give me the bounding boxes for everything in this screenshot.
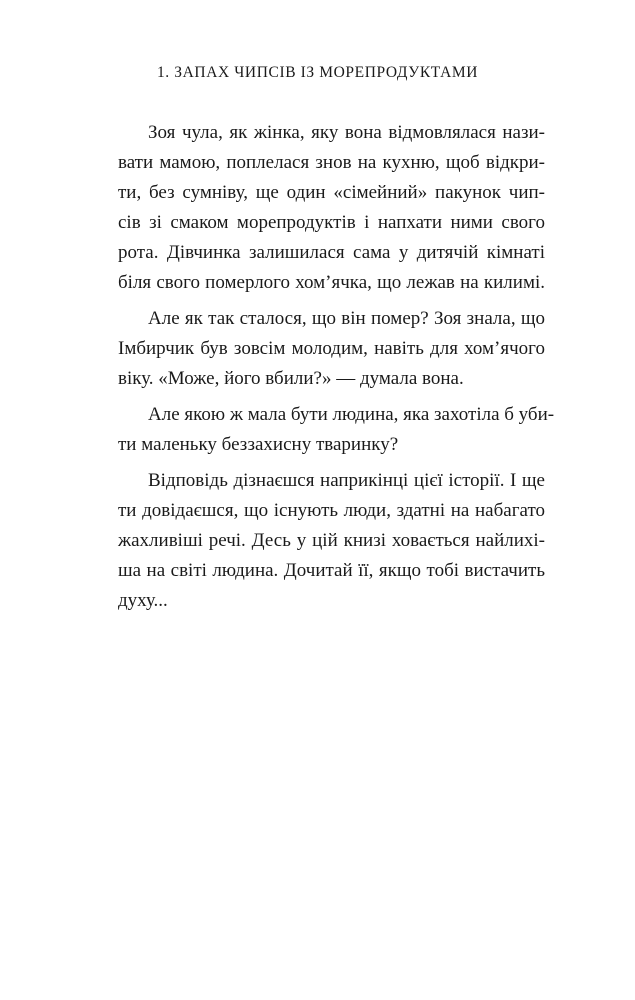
text-line: Але як так сталося, що він помер? Зоя знала, що [148,308,545,329]
text-line: біля свого померлого хом’ячка, що лежав на килимі. [118,272,545,293]
paragraph-1 [88,118,545,298]
running-head: 1. ЗАПАХ ЧИПСІВ ІЗ МОРЕПРОДУКТАМИ [156,64,479,81]
text-line: ша на світі людина. Дочитай її, якщо тобі вистачить [118,560,545,581]
text-line: Але якою ж мала бути людина, яка захотіла б уби- [148,404,555,425]
text-line: сів зі смаком морепродуктів і напхати ними свого [118,212,545,233]
text-line: ти, без сумніву, ще один «сімейний» пакунок чип- [118,182,545,203]
text-line: Відповідь дізнаєшся наприкінці цієї історії. І ще [148,470,545,491]
paragraph-4 [88,466,545,616]
text-line: духу... [118,590,168,611]
text-line: ти довідаєшся, що існують люди, здатні на набагато [118,500,545,521]
text-line: жахливіші речі. Десь у цій книзі ховається найлихі- [118,530,545,551]
body-text [88,118,555,622]
text-line: Імбирчик був зовсім молодим, навіть для хом’ячого [118,338,545,359]
paragraph-3 [88,400,555,460]
text-line: вати мамою, поплелася знов на кухню, щоб відкри- [118,152,545,173]
text-line: ти маленьку беззахисну тваринку? [118,434,399,455]
text-line: Зоя чула, як жінка, яку вона відмовлялася нази- [148,122,545,143]
text-line: віку. «Може, його вбили?» — думала вона. [118,368,464,389]
text-line: рота. Дівчинка залишилася сама у дитячій кімнаті [118,242,545,263]
paragraph-2 [88,304,545,394]
